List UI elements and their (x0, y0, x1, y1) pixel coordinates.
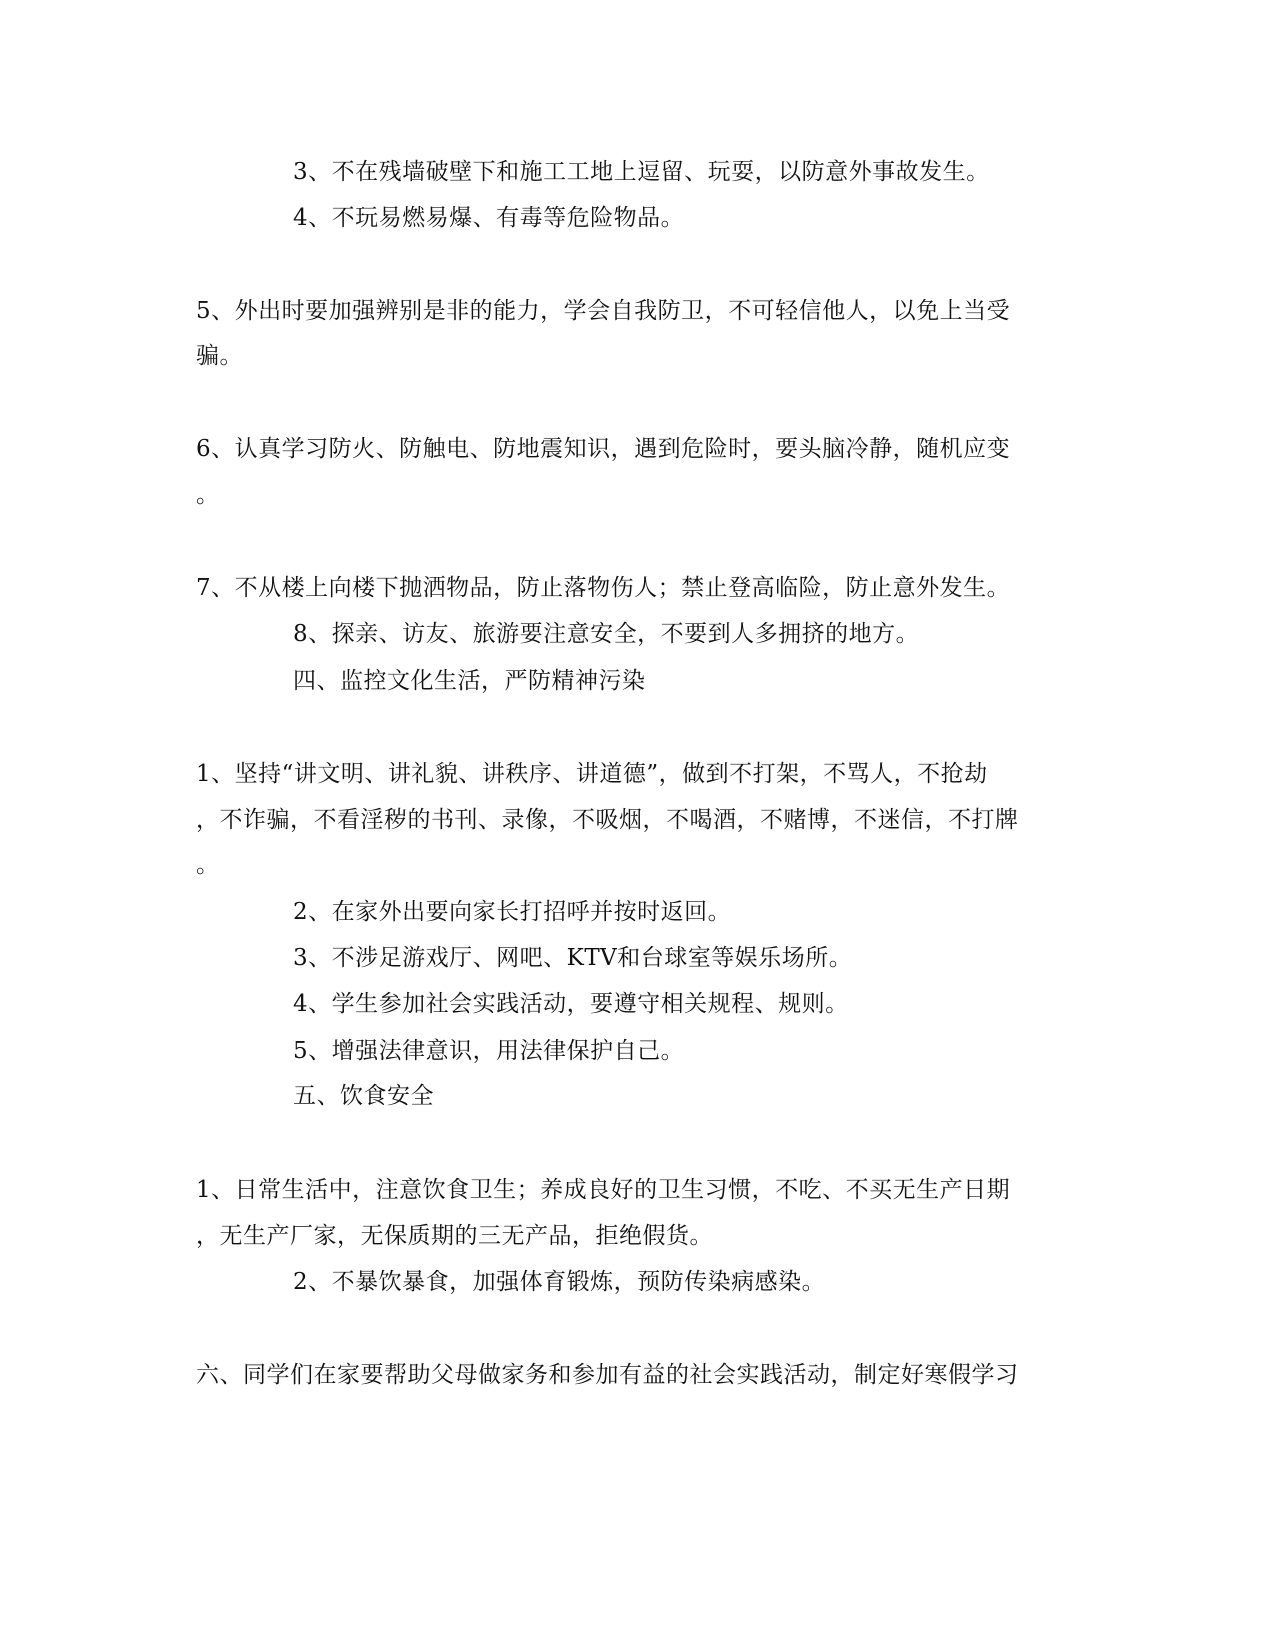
paragraph-line: 5、外出时要加强辨别是非的能力，学会自我防卫，不可轻信他人，以免上当受 (196, 298, 1011, 324)
paragraph-line: 2、不暴饮暴食，加强体育锻炼，预防传染病感染。 (293, 1269, 826, 1295)
paragraph-line: 3、不在残墙破壁下和施工工地上逗留、玩耍，以防意外事故发生。 (293, 159, 990, 185)
paragraph-line: 3、不涉足游戏厅、网吧、KTV和台球室等娱乐场所。 (293, 945, 853, 971)
paragraph-line: 。 (196, 852, 220, 878)
paragraph-line: 六、同学们在家要帮助父母做家务和参加有益的社会实践活动，制定好寒假学习 (196, 1362, 1019, 1388)
paragraph-line: 4、不玩易燃易爆、有毒等危险物品。 (293, 205, 685, 231)
paragraph-line: 1、日常生活中，注意饮食卫生；养成良好的卫生习惯，不吃、不买无生产日期 (196, 1177, 1011, 1203)
paragraph-line: 8、探亲、访友、旅游要注意安全，不要到人多拥挤的地方。 (293, 621, 920, 647)
paragraph-line: 5、增强法律意识，用法律保护自己。 (293, 1038, 685, 1064)
section-heading: 四、监控文化生活，严防精神污染 (293, 668, 646, 694)
paragraph-line: 4、学生参加社会实践活动，要遵守相关规程、规则。 (293, 991, 849, 1017)
paragraph-line: 骗。 (196, 343, 243, 369)
paragraph-line: ，无生产厂家，无保质期的三无产品，拒绝假货。 (196, 1223, 713, 1249)
section-heading: 五、饮食安全 (293, 1083, 434, 1109)
paragraph-line: 。 (196, 482, 220, 508)
paragraph-line: 6、认真学习防火、防触电、防地震知识，遇到危险时，要头脑冷静，随机应变 (196, 436, 1011, 462)
paragraph-line: 2、在家外出要向家长打招呼并按时返回。 (293, 899, 732, 925)
paragraph-line: 7、不从楼上向楼下抛洒物品，防止落物伤人；禁止登高临险，防止意外发生。 (196, 575, 1011, 601)
paragraph-line: ，不诈骗，不看淫秽的书刊、录像，不吸烟，不喝酒，不赌博，不迷信，不打牌 (196, 807, 1019, 833)
paragraph-line: 1、坚持“讲文明、讲礼貌、讲秩序、讲道德”，做到不打架，不骂人，不抢劫 (196, 761, 988, 787)
